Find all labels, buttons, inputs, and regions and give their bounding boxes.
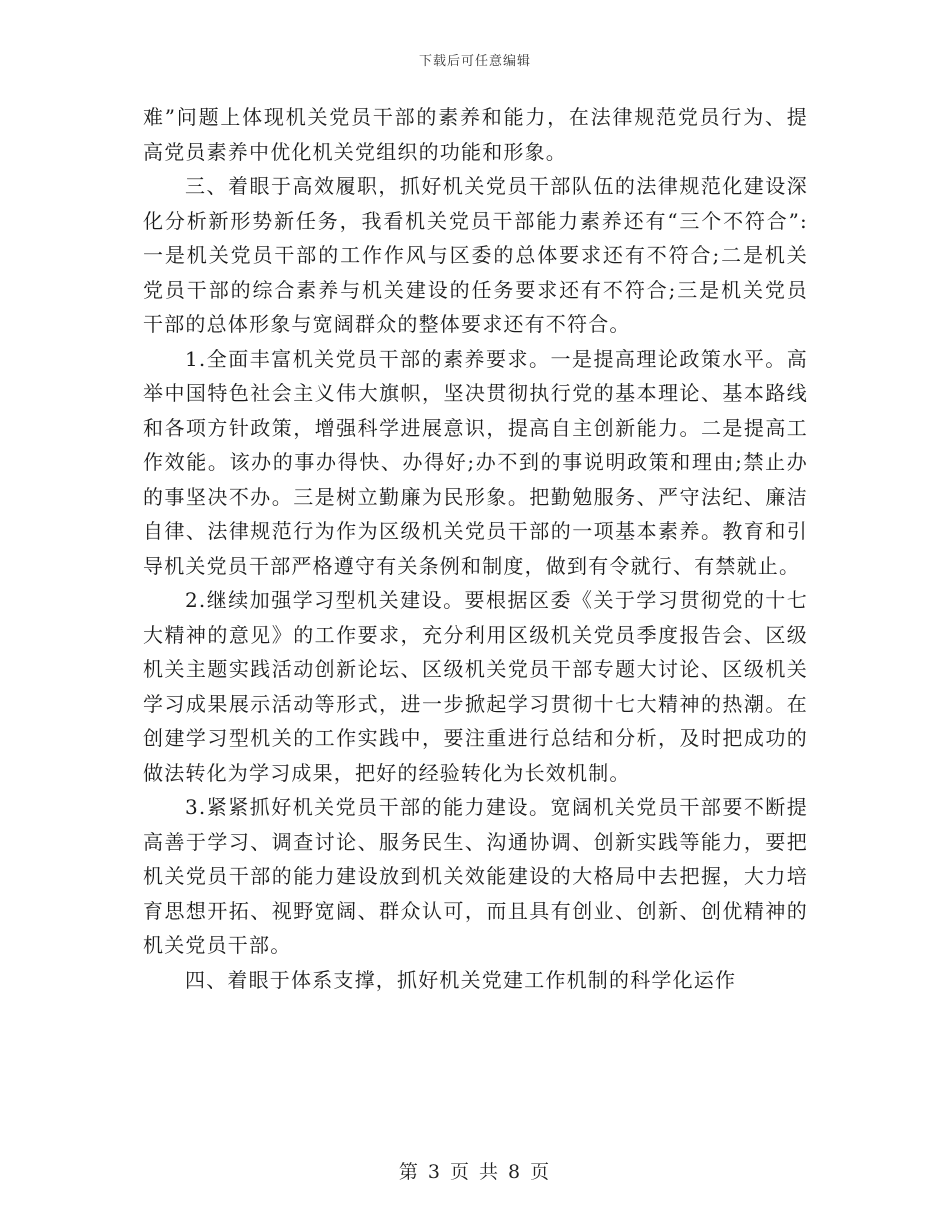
paragraph-section-four: 四、着眼于体系支撑，抓好机关党建工作机制的科学化运作: [185, 967, 737, 992]
page-header: 下载后可任意编辑: [418, 54, 531, 69]
paragraph-item-two: 2.继续加强学习型机关建设。要根据区委《关于学习贯彻党的十七大精神的意见》的工作要求，充分利用区级机关党员季度报告会、区级机关主题实践活动创新论坛、区级机关党员干部专题大讨论、区级机关学习成果展示活动等形式，进一步掀起学习贯彻十七大精神的热潮。在创建学习型机关的工作实践中，要注重进行总结和分析，及时把成功的做法转化为学习成果，把好的经验转化为长效机制。: [143, 588, 808, 785]
paragraph-item-one: 1.全面丰富机关党员干部的素养要求。一是提高理论政策水平。高举中国特色社会主义伟大旗帜，坚决贯彻执行党的基本理论、基本路线和各项方针政策，增强科学进展意识，提高自主创新能力。二是提高工作效能。该办的事办得快、办得好;办不到的事说明政策和理由;禁止办的事坚决不办。三是树立勤廉为民形象。把勤勉服务、严守法纪、廉洁自律、法律规范行为作为区级机关党员干部的一项基本素养。教育和引导机关党员干部严格遵守有关条例和制度，做到有令就行、有禁就止。: [143, 346, 808, 578]
paragraph-item-three: 3.紧紧抓好机关党员干部的能力建设。宽阔机关党员干部要不断提高善于学习、调查讨论、服务民生、沟通协调、创新实践等能力，要把机关党员干部的能力建设放到机关效能建设的大格局中去把握，大力培育思想开拓、视野宽阔、群众认可，而且具有创业、创新、创优精神的机关党员干部。: [143, 795, 808, 957]
document-body: [143, 100, 808, 997]
page-number: 第 3 页 共 8 页: [398, 1161, 552, 1183]
paragraph-continuation: 难”问题上体现机关党员干部的素养和能力，在法律规范党员行为、提高党员素养中优化机关党组织的功能和形象。: [143, 105, 808, 164]
paragraph-section-three: 三、着眼于高效履职，抓好机关党员干部队伍的法律规范化建设深化分析新形势新任务，我看机关党员干部能力素养还有“三个不符合”:一是机关党员干部的工作作风与区委的总体要求还有不符合;二是机关党员干部的综合素养与机关建设的任务要求还有不符合;三是机关党员干部的总体形象与宽阔群众的整体要求还有不符合。: [143, 174, 808, 336]
